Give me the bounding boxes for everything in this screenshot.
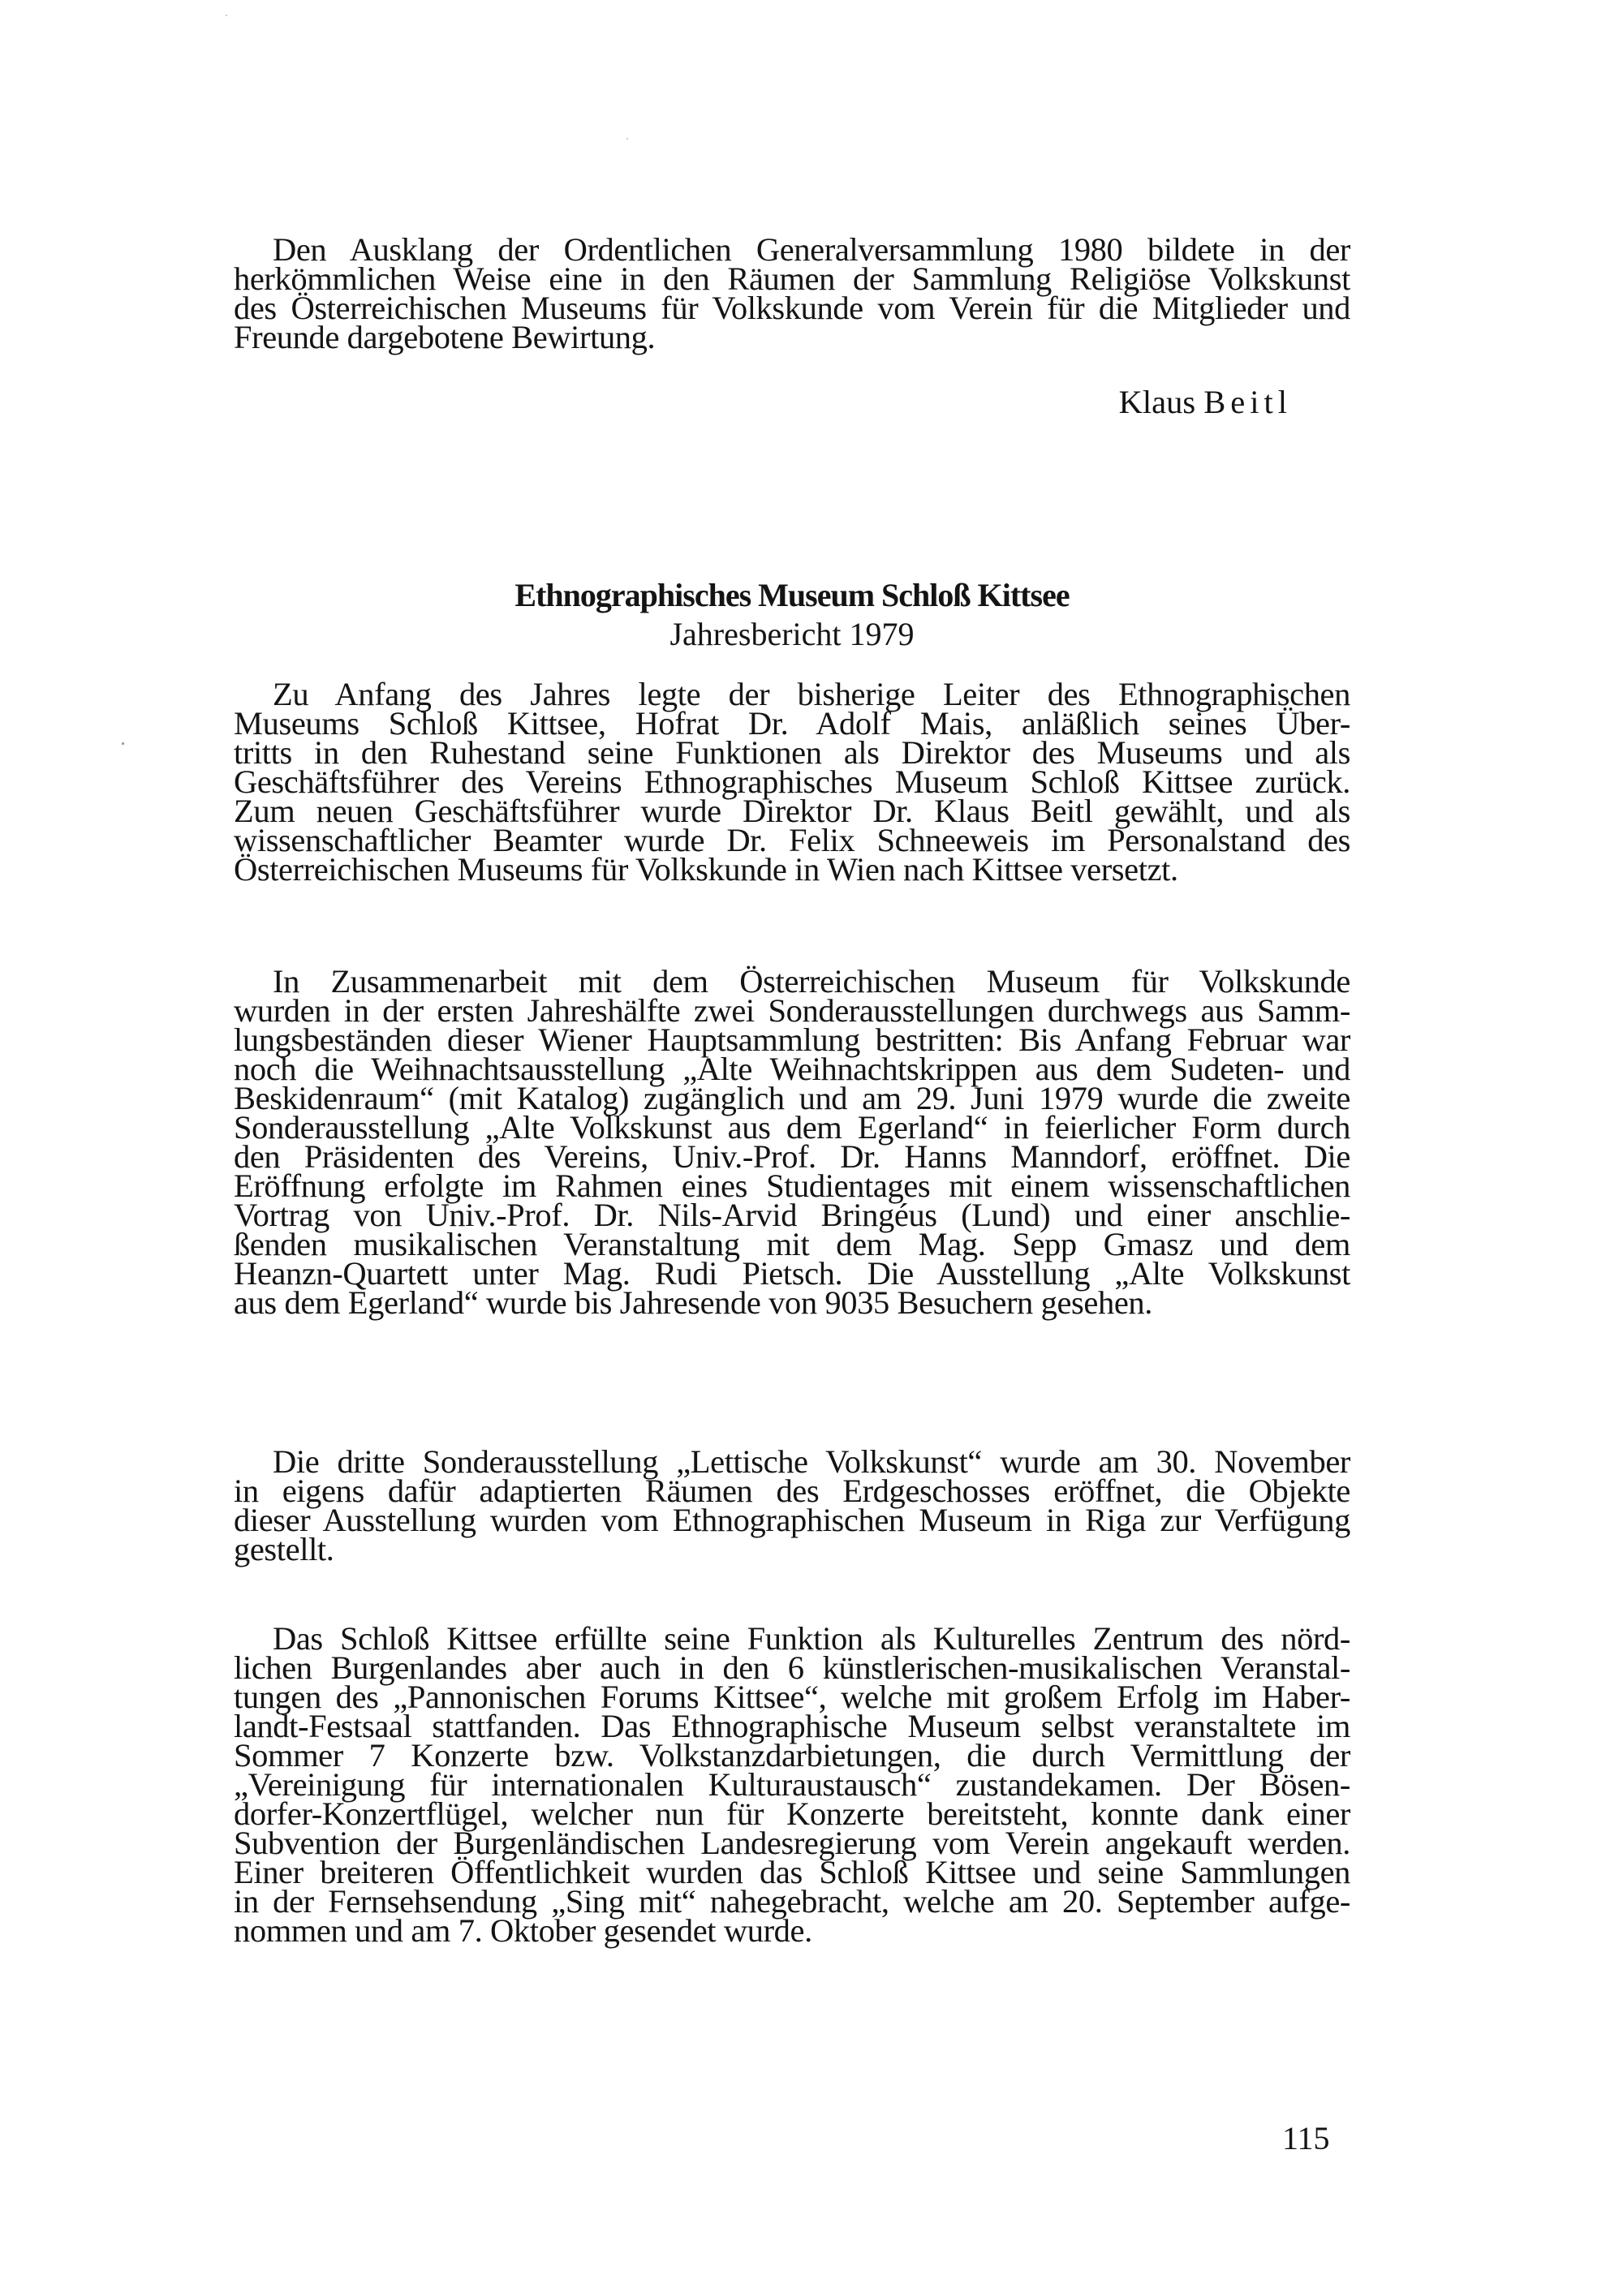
text-line: dieser Ausstellung wurden vom Ethnographischen Museum in Riga zur Verfügung <box>234 1502 1350 1538</box>
section-heading <box>234 578 1350 652</box>
text-line: In Zusammenarbeit mit dem Österreichischen Museum für Volkskunde <box>273 963 1350 1000</box>
text-line: Österreichischen Museums für Volkskunde in Wien nach Kittsee versetzt. <box>234 851 1178 888</box>
paragraph-2 <box>234 963 1350 1321</box>
text-line: Beskidenraum“ (mit Katalog) zugänglich und am 29. Juni 1979 wurde die zweite <box>234 1080 1350 1116</box>
text-line: in eigens dafür adaptierten Räumen des Erdgeschosses eröffnet, die Objekte <box>234 1473 1350 1509</box>
scan-speck <box>122 742 124 745</box>
page-number: 115 <box>1282 2120 1330 2156</box>
section-title: Ethnographisches Museum Schloß Kittsee <box>514 577 1070 613</box>
text-line: nommen und am 7. Oktober gesendet wurde. <box>234 1912 812 1949</box>
text-line: des Österreichischen Museums für Volkskunde vom Verein für die Mitglieder und <box>234 290 1350 326</box>
text-line: herkömmlichen Weise eine in den Räumen der Sammlung Religiöse Volkskunst <box>234 260 1350 297</box>
text-line: Das Schloß Kittsee erfüllte seine Funktion als Kulturelles Zentrum des nörd- <box>273 1620 1350 1657</box>
signature-first-name: Klaus <box>1118 384 1196 420</box>
text-line: in der Fernsehsendung „Sing mit“ nahegebracht, welche am 20. September aufge- <box>234 1883 1350 1920</box>
text-line: Den Ausklang der Ordentlichen Generalversammlung 1980 bildete in der <box>273 231 1350 268</box>
signature <box>1118 384 1292 420</box>
text-line: Zu Anfang des Jahres legte der bisherige Leiter des Ethnographischen <box>273 676 1350 712</box>
text-line: dorfer-Konzertflügel, welcher nun für Konzerte bereitsteht, konnte dank einer <box>234 1795 1350 1832</box>
text-line: landt-Festsaal stattfanden. Das Ethnographische Museum selbst veranstaltete im <box>234 1708 1350 1744</box>
scan-speck <box>626 138 628 140</box>
text-line: tungen des „Pannonischen Forums Kittsee“, welche mit großem Erfolg im Haber- <box>234 1679 1350 1715</box>
text-line: Zum neuen Geschäftsführer wurde Direktor Dr. Klaus Beitl gewählt, und als <box>234 793 1350 829</box>
text-line: tritts in den Ruhestand seine Funktionen als Direktor des Museums und als <box>234 734 1350 771</box>
text-line: Museums Schloß Kittsee, Hofrat Dr. Adolf Mais, anläßlich seines Über- <box>234 705 1350 742</box>
text-line: „Vereinigung für internationalen Kulturaustausch“ zustandekamen. Der Bösen- <box>234 1766 1350 1803</box>
text-line: Die dritte Sonderausstellung „Lettische Volkskunst“ wurde am 30. November <box>273 1443 1350 1480</box>
text-line: Subvention der Burgenländischen Landesregierung vom Verein angekauft werden. <box>234 1825 1350 1861</box>
section-subtitle: Jahresbericht 1979 <box>669 616 915 652</box>
text-line: wurden in der ersten Jahreshälfte zwei Sonderausstellungen durchwegs aus Samm- <box>234 992 1350 1029</box>
text-line: Vortrag von Univ.-Prof. Dr. Nils-Arvid Bringéus (Lund) und einer anschlie- <box>234 1197 1350 1233</box>
text-line: lungsbeständen dieser Wiener Hauptsammlung bestritten: Bis Anfang Februar war <box>234 1021 1350 1058</box>
text-line: Heanzn-Quartett unter Mag. Rudi Pietsch. Die Ausstellung „Alte Volkskunst <box>234 1255 1350 1292</box>
text-line: gestellt. <box>234 1531 334 1567</box>
text-line: wissenschaftlicher Beamter wurde Dr. Felix Schneeweis im Personalstand des <box>234 822 1350 858</box>
previous-section-paragraph <box>234 231 1350 355</box>
text-line: Sonderausstellung „Alte Volkskunst aus dem Egerland“ in feierlicher Form durch <box>234 1109 1350 1146</box>
text-line: Freunde dargebotene Bewirtung. <box>234 319 656 355</box>
text-line: lichen Burgenlandes aber auch in den 6 künstlerischen-musikalischen Veranstal- <box>234 1649 1350 1686</box>
text-line: noch die Weihnachtsausstellung „Alte Weihnachtskrippen aus dem Sudeten- und <box>234 1051 1350 1087</box>
text-line: Geschäftsführer des Vereins Ethnographisches Museum Schloß Kittsee zurück. <box>234 763 1350 800</box>
scan-speck <box>226 15 227 16</box>
text-line: Sommer 7 Konzerte bzw. Volkstanzdarbietungen, die durch Vermittlung der <box>234 1737 1350 1774</box>
paragraph-4 <box>234 1620 1350 1949</box>
paragraph-1 <box>234 676 1350 888</box>
text-line: ßenden musikalischen Veranstaltung mit dem Mag. Sepp Gmasz und dem <box>234 1226 1350 1262</box>
signature-last-name: Beitl <box>1203 384 1292 420</box>
text-line: den Präsidenten des Vereins, Univ.-Prof. Dr. Hanns Manndorf, eröffnet. Die <box>234 1138 1350 1175</box>
text-line: aus dem Egerland“ wurde bis Jahresende von 9035 Besuchern gesehen. <box>234 1284 1152 1321</box>
text-line: Eröffnung erfolgte im Rahmen eines Studientages mit einem wissenschaftlichen <box>234 1167 1350 1204</box>
paragraph-3 <box>234 1443 1350 1567</box>
text-line: Einer breiteren Öffentlichkeit wurden das Schloß Kittsee und seine Sammlungen <box>234 1854 1350 1890</box>
